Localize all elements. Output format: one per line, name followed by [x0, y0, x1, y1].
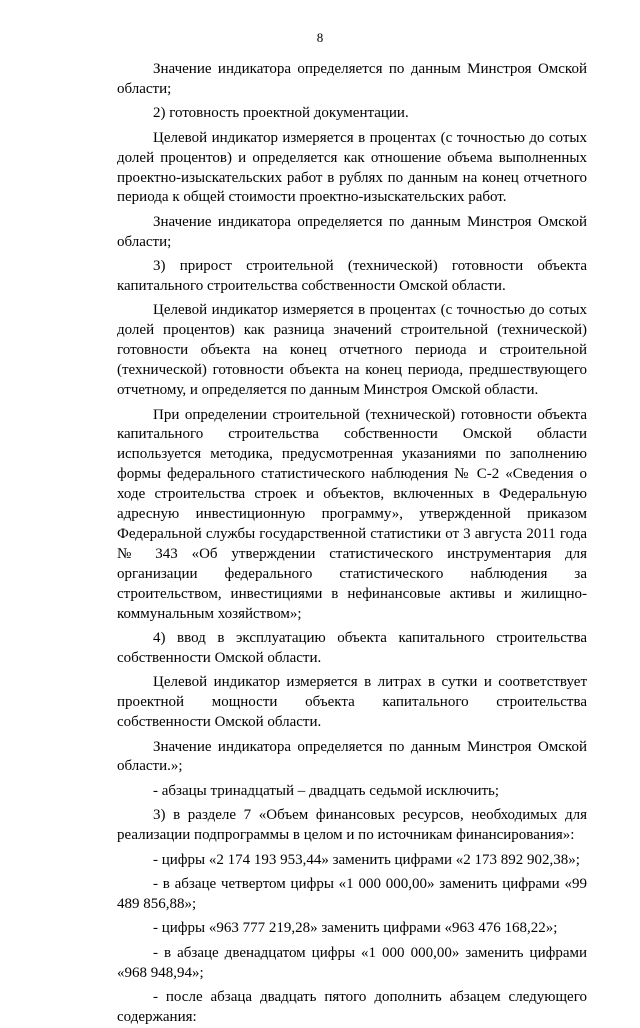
paragraph: Значение индикатора определяется по данным Минстроя Омской области; [117, 213, 587, 250]
paragraph: - цифры «2 174 193 953,44» заменить цифрами «2 173 892 902,38»; [153, 851, 580, 868]
paragraph: При определении строительной (технической) готовности объекта капитального строительства собственности Омской области используется методика, предусмотренная указаниями по заполнению формы федерального статистического наблюдения № С-2 «Сведения о ходе строительства строек и объектов, включенных в Федеральную адресную инвестиционную программу», утвержденной приказом Федеральной службы государственной статистики от 3 августа 2011 года № 343 «Об утверждении статистического инструментария для организации федерального статистического наблюдения за строительством, инвестициями в нефинансовые активы и жилищно-коммунальным хозяйством»; [117, 406, 587, 622]
paragraph: 4) ввод в эксплуатацию объекта капитального строительства собственности Омской области. [117, 629, 587, 666]
page-number: 8 [316, 30, 324, 45]
paragraph: Целевой индикатор измеряется в литрах в сутки и соответствует проектной мощности объекта капитального строительства собственности Омской области. [117, 674, 587, 731]
paragraph: 3) прирост строительной (технической) готовности объекта капитального строительства собственности Омской области. [117, 258, 587, 295]
paragraph: - после абзаца двадцать пятого дополнить абзацем следующего содержания: [117, 988, 587, 1025]
paragraph: - в абзаце четвертом цифры «1 000 000,00» заменить цифрами «99 489 856,88»; [117, 875, 587, 912]
paragraph: Целевой индикатор измеряется в процентах (с точностью до сотых долей процентов) и определяется как отношение объема выполненных проектно-изыскательских работ в рублях по данным на конец отчетного периода к общей стоимости проектно-изыскательских работ. [117, 129, 587, 206]
document-body [117, 60, 587, 1028]
paragraph: 2) готовность проектной документации. [153, 105, 409, 122]
paragraph: - в абзаце двенадцатом цифры «1 000 000,00» заменить цифрами «968 948,94»; [117, 944, 587, 981]
paragraph: - цифры «963 777 219,28» заменить цифрами «963 476 168,22»; [153, 920, 558, 937]
paragraph: Значение индикатора определяется по данным Минстроя Омской области.»; [117, 738, 587, 775]
paragraph: 3) в разделе 7 «Объем финансовых ресурсов, необходимых для реализации подпрограммы в целом и по источникам финансирования»: [117, 807, 587, 844]
paragraph: Целевой индикатор измеряется в процентах (с точностью до сотых долей процентов) как разница значений строительной (технической) готовности объекта на конец отчетного периода и строительной (технической) готовности объекта на конец периода, предшествующего отчетному, и определяется по данным Минстроя Омской области. [117, 302, 587, 399]
paragraph: - абзацы тринадцатый – двадцать седьмой исключить; [153, 782, 500, 799]
paragraph: Значение индикатора определяется по данным Минстроя Омской области; [117, 61, 587, 97]
